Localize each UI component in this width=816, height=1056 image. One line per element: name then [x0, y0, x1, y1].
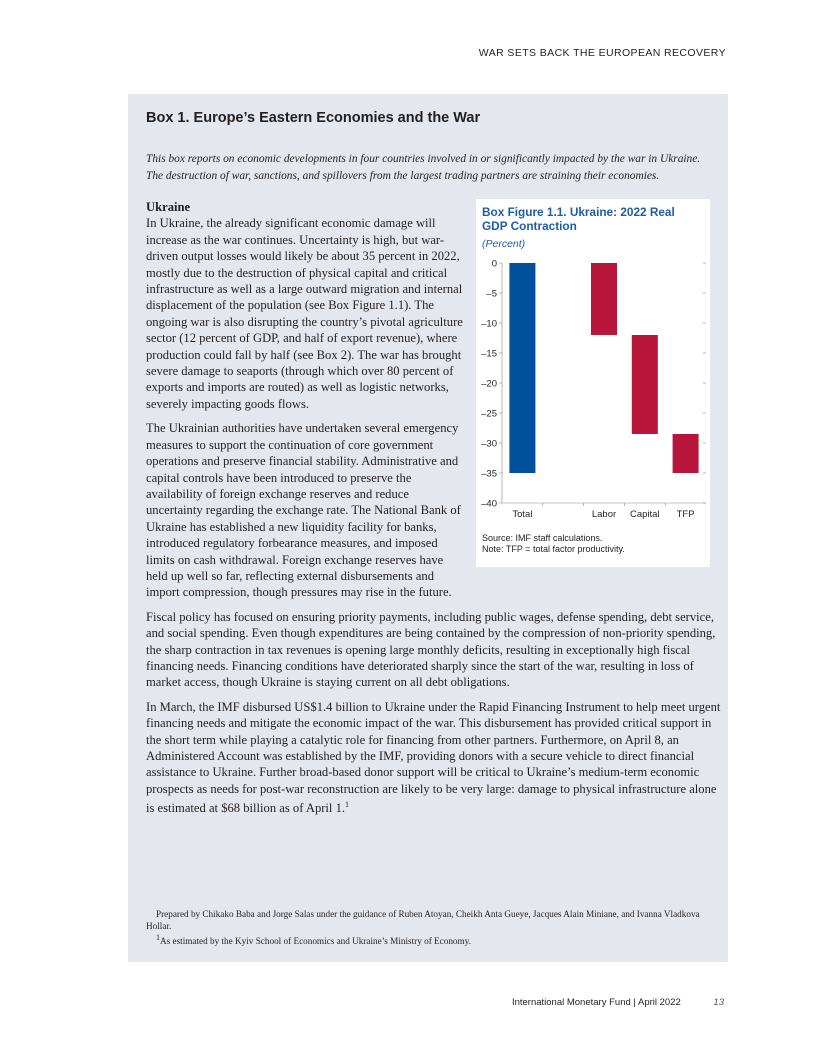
- x-tick-label-total: Total: [512, 509, 533, 520]
- y-tick-label: –25: [481, 408, 497, 420]
- footnote-ref[interactable]: 1: [345, 800, 350, 810]
- bar-labor: [591, 263, 617, 335]
- bar-capital: [632, 335, 658, 434]
- paragraph-2: The Ukrainian authorities have undertaken several emergency measures to support the continuation of core government operations and preserve financial stability. Administrative and capital controls have been introduced to preserve the availability of foreign exchange reserves and reduce uncertainty regarding the exchange rate. The National Bank of Ukraine has established a new liquidity facility for banks, introduced regulatory forbearance measures, and imposed limits on cash withdrawal. Foreign exchange reserves have held up well so far, reflecting external disbursements and import compression, though pressures may rise in the future.: [146, 421, 461, 600]
- page-footer: [512, 997, 724, 1008]
- y-tick-label: –10: [481, 318, 497, 330]
- x-tick-label-labor: Labor: [591, 509, 617, 520]
- footer-separator: |: [633, 997, 636, 1008]
- figure-source: Source: IMF staff calculations.: [482, 533, 603, 543]
- bar-total: [509, 263, 535, 473]
- gdp-contraction-chart: [476, 199, 710, 567]
- footnote-1: [146, 932, 721, 947]
- y-tick-label: –40: [481, 498, 497, 510]
- box-title: Box 1. Europe’s Eastern Economies and the War: [146, 110, 481, 126]
- section-heading: Ukraine: [146, 200, 191, 214]
- figure-title: Box Figure 1.1. Ukraine: 2022 Real GDP Contraction: [482, 205, 675, 233]
- paragraph-4: [146, 699, 728, 817]
- bar-tfp: [673, 434, 699, 473]
- y-tick-label: 0: [491, 258, 497, 270]
- footer-date: April 2022: [638, 997, 681, 1008]
- footer-publication: International Monetary Fund: [511, 997, 631, 1008]
- box-body: [146, 199, 728, 825]
- footnote-1-text: As estimated by the Kyiv School of Economics and Ukraine’s Ministry of Economy.: [160, 936, 471, 947]
- y-tick-label: –5: [486, 288, 497, 300]
- figure-note: Note: TFP = total factor productivity.: [482, 544, 625, 554]
- y-tick-label: –30: [481, 438, 497, 450]
- y-tick-label: –20: [481, 378, 497, 390]
- page-number: 13: [713, 997, 724, 1008]
- footnotes: [146, 908, 721, 947]
- box-intro: This box reports on economic developments in four countries involved in or significantly impacted by the war in Ukraine. The destruction of war, sanctions, and spillovers from the largest trading partners are straining their economies.: [146, 153, 701, 182]
- footnote-1-marker: 1: [156, 933, 160, 942]
- paragraph-1: In Ukraine, the already significant economic damage will increase as the war continues. Uncertainty is high, but war-driven output losses would likely be about 35 percent in 2022, mostly due to the destruction of physical capital and critical infrastructure as well as a large outward migration and internal displacement of the population (see Box Figure 1.1). The ongoing war is also disrupting the country’s pivotal agriculture sector (12 percent of GDP, and half of export revenue), where production could fall by half (see Box 2). The war has brought severe damage to seaports (through which over 80 percent of exports and imports are routed) as well as logistic networks, severely impacting goods flows.: [146, 216, 463, 411]
- paragraph-3: Fiscal policy has focused on ensuring priority payments, including public wages, defense spending, debt service, and social spending. Even though expenditures are being contained by the compression of non-priority spending, the sharp contraction in tax revenues is opening large monthly deficits, resulting in exceptionally high fiscal financing needs. Financing conditions have deteriorated sharply since the start of the war, resulting in loss of market access, though Ukraine is staying current on all debt obligations.: [146, 609, 716, 690]
- x-tick-label-tfp: TFP: [676, 509, 695, 520]
- figure-panel: [476, 199, 710, 567]
- x-tick-label-capital: Capital: [630, 509, 660, 520]
- y-tick-label: –15: [481, 348, 497, 360]
- figure-units: (Percent): [482, 238, 526, 250]
- footnote-prepared-by: Prepared by Chikako Baba and Jorge Salas under the guidance of Ruben Atoyan, Cheikh Anta Gueye, Jacques Alain Miniane, and Ivanna Vladkova Hollar.: [146, 909, 700, 931]
- box-panel: [128, 94, 728, 962]
- y-tick-label: –35: [481, 468, 497, 480]
- running-header: WAR SETS BACK THE EUROPEAN RECOVERY: [478, 47, 726, 59]
- paragraph-4-text: In March, the IMF disbursed US$1.4 billion to Ukraine under the Rapid Financing Instrument to help meet urgent financing needs and mitigate the economic impact of the war. This disbursement has provided critical support in the short term while playing a catalytic role for financing from other partners. Furthermore, on April 8, an Administered Account was established by the IMF, providing donors with a secure vehicle to direct financial assistance to Ukraine. Further broad-based donor support will be critical to Ukraine’s medium-term economic prospects as needs for post-war reconstruction are likely to be very large: damage to physical infrastructure alone is estimated at $68 billion as of April 1.: [146, 699, 721, 816]
